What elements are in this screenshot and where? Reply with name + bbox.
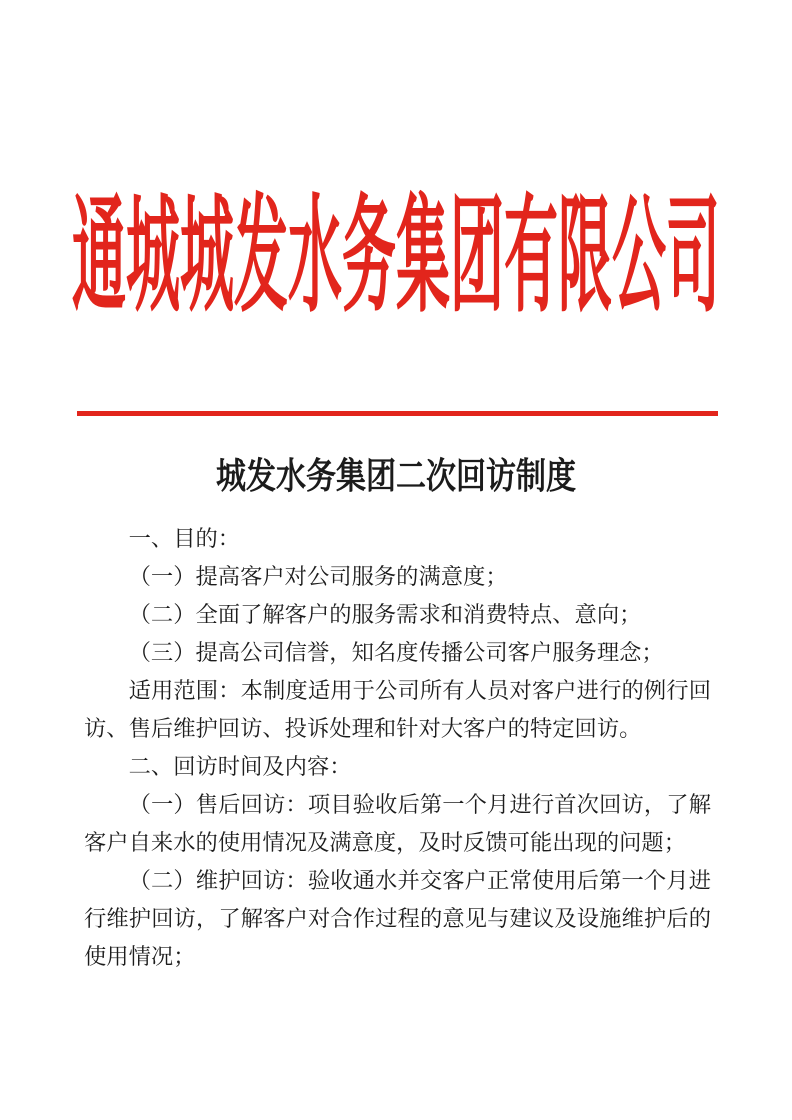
body-paragraph: （二）全面了解客户的服务需求和消费特点、意向； xyxy=(128,602,642,627)
company-name-heading: 通城城发水务集团有限公司 xyxy=(72,186,720,328)
body-paragraph: 二、回访时间及内容： xyxy=(128,754,352,779)
letterhead xyxy=(0,186,792,328)
document-body xyxy=(84,520,711,976)
body-paragraph: 适用范围：本制度适用于公司所有人员对客户进行的例行回访、售后维护回访、投诉处理和针对大客户的特定回访。 xyxy=(84,678,711,741)
body-paragraph: （二）维护回访：验收通水并交客户正常使用后第一个月进行维护回访，了解客户对合作过程的意见与建议及设施维护后的使用情况； xyxy=(84,868,711,969)
body-paragraph: 一、目的： xyxy=(128,526,241,551)
document-title: 城发水务集团二次回访制度 xyxy=(216,456,576,497)
body-paragraph: （一）提高客户对公司服务的满意度； xyxy=(128,564,508,589)
letterhead-divider-rule xyxy=(77,411,718,416)
body-paragraph: （三）提高公司信誉，知名度传播公司客户服务理念； xyxy=(128,640,664,665)
body-paragraph: （一）售后回访：项目验收后第一个月进行首次回访，了解客户自来水的使用情况及满意度，及时反馈可能出现的问题； xyxy=(84,792,711,855)
